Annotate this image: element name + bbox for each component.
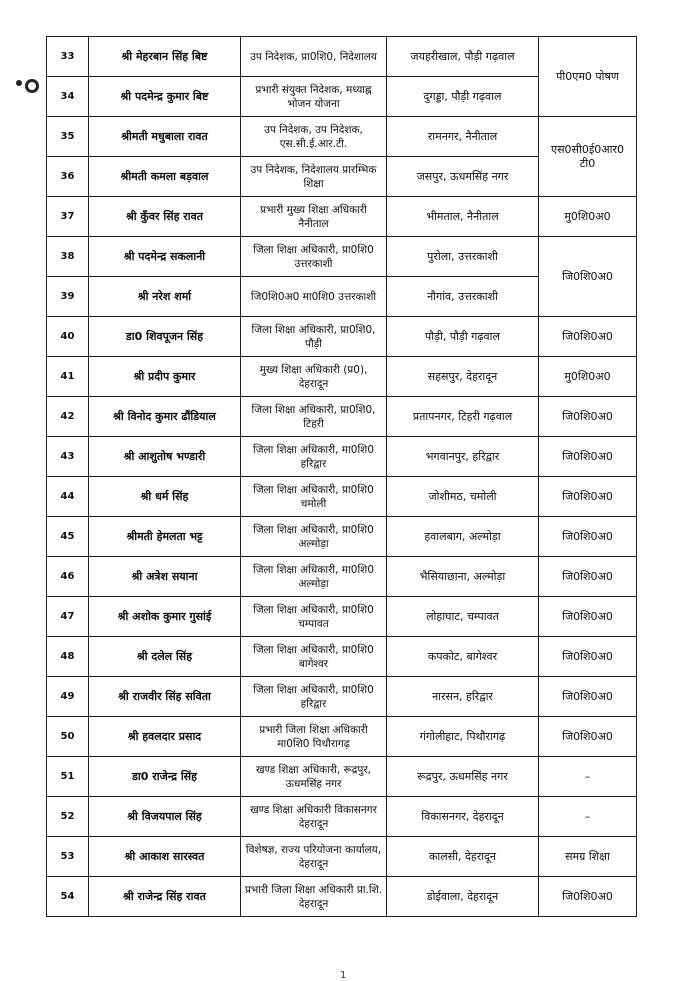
remark-cell: – — [539, 757, 637, 797]
posting-place: नौगांव, उत्तरकाशी — [387, 277, 539, 317]
serial-number: 52 — [47, 797, 89, 837]
posting-place: कपकोट, बागेश्वर — [387, 637, 539, 677]
serial-number: 40 — [47, 317, 89, 357]
officer-name: डा0 राजेन्द्र सिंह — [89, 757, 241, 797]
officer-name: श्री आकाश सारस्वत — [89, 837, 241, 877]
posting-place: सहसपुर, देहरादून — [387, 357, 539, 397]
remark-cell: समग्र शिक्षा — [539, 837, 637, 877]
serial-number: 54 — [47, 877, 89, 917]
officer-name: श्री आशुतोष भण्डारी — [89, 437, 241, 477]
remark-cell: जि0शि0अ0 — [539, 397, 637, 437]
remark-cell: जि0शि0अ0 — [539, 877, 637, 917]
officer-name: श्री राजवीर सिंह सविता — [89, 677, 241, 717]
posting-place: विकासनगर, देहरादून — [387, 797, 539, 837]
page-number: 1 — [340, 970, 347, 981]
officer-position: उप निदेशक, उप निदेशक, एस.सी.ई.आर.टी. — [241, 117, 387, 157]
serial-number: 46 — [47, 557, 89, 597]
officer-name: श्री पदमेन्द्र कुमार बिष्ट — [89, 77, 241, 117]
table-row — [47, 597, 637, 637]
table-row — [47, 677, 637, 717]
table-row — [47, 757, 637, 797]
posting-place: रूद्रपुर, ऊधमसिंह नगर — [387, 757, 539, 797]
posting-place: गंगोलीहाट, पिथौरागढ़ — [387, 717, 539, 757]
officer-name: श्री अत्रेश सयाना — [89, 557, 241, 597]
punch-hole-marks — [14, 76, 40, 94]
posting-place: डोईवाला, देहरादून — [387, 877, 539, 917]
serial-number: 38 — [47, 237, 89, 277]
posting-place: रामनगर, नैनीताल — [387, 117, 539, 157]
table-row — [47, 117, 637, 157]
officer-name: श्री पदमेन्द्र सकलानी — [89, 237, 241, 277]
officer-name: श्री कुँवर सिंह रावत — [89, 197, 241, 237]
table-row — [47, 357, 637, 397]
table-row — [47, 237, 637, 277]
officer-position: जिला शिक्षा अधिकारी, मा0शि0 अल्मोड़ा — [241, 557, 387, 597]
remark-cell: मु0शि0अ0 — [539, 197, 637, 237]
table-row — [47, 637, 637, 677]
officer-name: श्री मेहरबान सिंह बिष्ट — [89, 37, 241, 77]
officer-name: श्री प्रदीप कुमार — [89, 357, 241, 397]
officer-position: जिला शिक्षा अधिकारी, प्रा0शि0 उत्तरकाशी — [241, 237, 387, 277]
serial-number: 37 — [47, 197, 89, 237]
officer-position: खण्ड शिक्षा अधिकारी विकासनगर देहरादून — [241, 797, 387, 837]
officer-name: श्री विनोद कुमार ढौंडियाल — [89, 397, 241, 437]
serial-number: 53 — [47, 837, 89, 877]
serial-number: 33 — [47, 37, 89, 77]
officer-position: मुख्य शिक्षा अधिकारी (प्र0), देहरादून — [241, 357, 387, 397]
table-row — [47, 517, 637, 557]
posting-place: नारसन, हरिद्वार — [387, 677, 539, 717]
table-row — [47, 437, 637, 477]
officer-position: विशेषज्ञ, राज्य परियोजना कार्यालय, देहरादून — [241, 837, 387, 877]
serial-number: 36 — [47, 157, 89, 197]
serial-number: 48 — [47, 637, 89, 677]
officer-position: जिला शिक्षा अधिकारी, प्रा0शि0, पौड़ी — [241, 317, 387, 357]
officer-position: जिला शिक्षा अधिकारी, प्रा0शि0, टिहरी — [241, 397, 387, 437]
table-row — [47, 717, 637, 757]
serial-number: 45 — [47, 517, 89, 557]
table-row — [47, 877, 637, 917]
officer-position: उप निदेशक, निदेशालय प्रारम्भिक शिक्षा — [241, 157, 387, 197]
serial-number: 51 — [47, 757, 89, 797]
remark-cell: पी0एम0 पोषण — [539, 37, 637, 117]
posting-place: जसपुर, ऊधमसिंह नगर — [387, 157, 539, 197]
posting-place: जयहरीखाल, पौड़ी गढ़वाल — [387, 37, 539, 77]
serial-number: 42 — [47, 397, 89, 437]
remark-cell: जि0शि0अ0 — [539, 597, 637, 637]
posting-place: प्रतापनगर, टिहरी गढ़वाल — [387, 397, 539, 437]
remark-cell: जि0शि0अ0 — [539, 317, 637, 357]
officer-position: जिला शिक्षा अधिकारी, प्रा0शि0 चम्पावत — [241, 597, 387, 637]
officer-position: जि0शि0अ0 मा0शि0 उत्तरकाशी — [241, 277, 387, 317]
serial-number: 49 — [47, 677, 89, 717]
officer-name: श्रीमती मधुबाला रावत — [89, 117, 241, 157]
remark-cell: जि0शि0अ0 — [539, 717, 637, 757]
remark-cell: जि0शि0अ0 — [539, 437, 637, 477]
serial-number: 34 — [47, 77, 89, 117]
posting-place: पुरोला, उत्तरकाशी — [387, 237, 539, 277]
officer-position: प्रभारी संयुक्त निदेशक, मध्याह्न भोजन योजना — [241, 77, 387, 117]
officer-name: श्री विजयपाल सिंह — [89, 797, 241, 837]
remark-cell: जि0शि0अ0 — [539, 557, 637, 597]
officer-position: जिला शिक्षा अधिकारी, मा0शि0 हरिद्वार — [241, 437, 387, 477]
officer-name: श्रीमती कमला बड़वाल — [89, 157, 241, 197]
officer-name: श्री नरेश शर्मा — [89, 277, 241, 317]
remark-cell: जि0शि0अ0 — [539, 677, 637, 717]
serial-number: 43 — [47, 437, 89, 477]
officer-name: श्री हवलदार प्रसाद — [89, 717, 241, 757]
remark-cell: जि0शि0अ0 — [539, 637, 637, 677]
remark-cell: जि0शि0अ0 — [539, 517, 637, 557]
posting-place: भीमताल, नैनीताल — [387, 197, 539, 237]
table-row — [47, 317, 637, 357]
posting-place: लोहाघाट, चम्पावत — [387, 597, 539, 637]
serial-number: 47 — [47, 597, 89, 637]
officer-transfer-table — [46, 36, 637, 917]
officer-name: श्रीमती हेमलता भट्ट — [89, 517, 241, 557]
serial-number: 50 — [47, 717, 89, 757]
remark-cell: एस0सी0ई0आर0 टी0 — [539, 117, 637, 197]
officer-position: खण्ड शिक्षा अधिकारी, रूद्रपुर, ऊधमसिंह नगर — [241, 757, 387, 797]
officer-name: श्री दलेल सिंह — [89, 637, 241, 677]
table-row — [47, 837, 637, 877]
serial-number: 41 — [47, 357, 89, 397]
officer-name: डा0 शिवपूजन सिंह — [89, 317, 241, 357]
officer-position: जिला शिक्षा अधिकारी, प्रा0शि0 बागेश्वर — [241, 637, 387, 677]
serial-number: 44 — [47, 477, 89, 517]
posting-place: जोशीमठ, चमोली — [387, 477, 539, 517]
table-row — [47, 477, 637, 517]
table-row — [47, 797, 637, 837]
officer-name: श्री धर्म सिंह — [89, 477, 241, 517]
table-row — [47, 197, 637, 237]
officer-position: जिला शिक्षा अधिकारी, प्रा0शि0 हरिद्वार — [241, 677, 387, 717]
posting-place: कालसी, देहरादून — [387, 837, 539, 877]
table-row — [47, 557, 637, 597]
officer-position: प्रभारी जिला शिक्षा अधिकारी मा0शि0 पिथौरागढ़ — [241, 717, 387, 757]
table-row — [47, 37, 637, 77]
officer-position: जिला शिक्षा अधिकारी, प्रा0शि0 अल्मोड़ा — [241, 517, 387, 557]
remark-cell: जि0शि0अ0 — [539, 237, 637, 317]
officer-name: श्री अशोक कुमार गुसांई — [89, 597, 241, 637]
serial-number: 35 — [47, 117, 89, 157]
posting-place: दुगड्डा, पौड़ी गढ़वाल — [387, 77, 539, 117]
officer-name: श्री राजेन्द्र सिंह रावत — [89, 877, 241, 917]
serial-number: 39 — [47, 277, 89, 317]
officer-position: जिला शिक्षा अधिकारी, प्रा0शि0 चमोली — [241, 477, 387, 517]
posting-place: भैसियाछाना, अल्मोड़ा — [387, 557, 539, 597]
table-row — [47, 397, 637, 437]
posting-place: हवालबाग, अल्मोड़ा — [387, 517, 539, 557]
officer-position: उप निदेशक, प्रा0शि0, निदेशालय — [241, 37, 387, 77]
posting-place: भगवानपुर, हरिद्वार — [387, 437, 539, 477]
remark-cell: – — [539, 797, 637, 837]
remark-cell: जि0शि0अ0 — [539, 477, 637, 517]
officer-position: प्रभारी मुख्य शिक्षा अधिकारी नैनीताल — [241, 197, 387, 237]
remark-cell: मु0शि0अ0 — [539, 357, 637, 397]
officer-position: प्रभारी जिला शिक्षा अधिकारी प्रा.शि. देहरादून — [241, 877, 387, 917]
posting-place: पौड़ी, पौड़ी गढ़वाल — [387, 317, 539, 357]
